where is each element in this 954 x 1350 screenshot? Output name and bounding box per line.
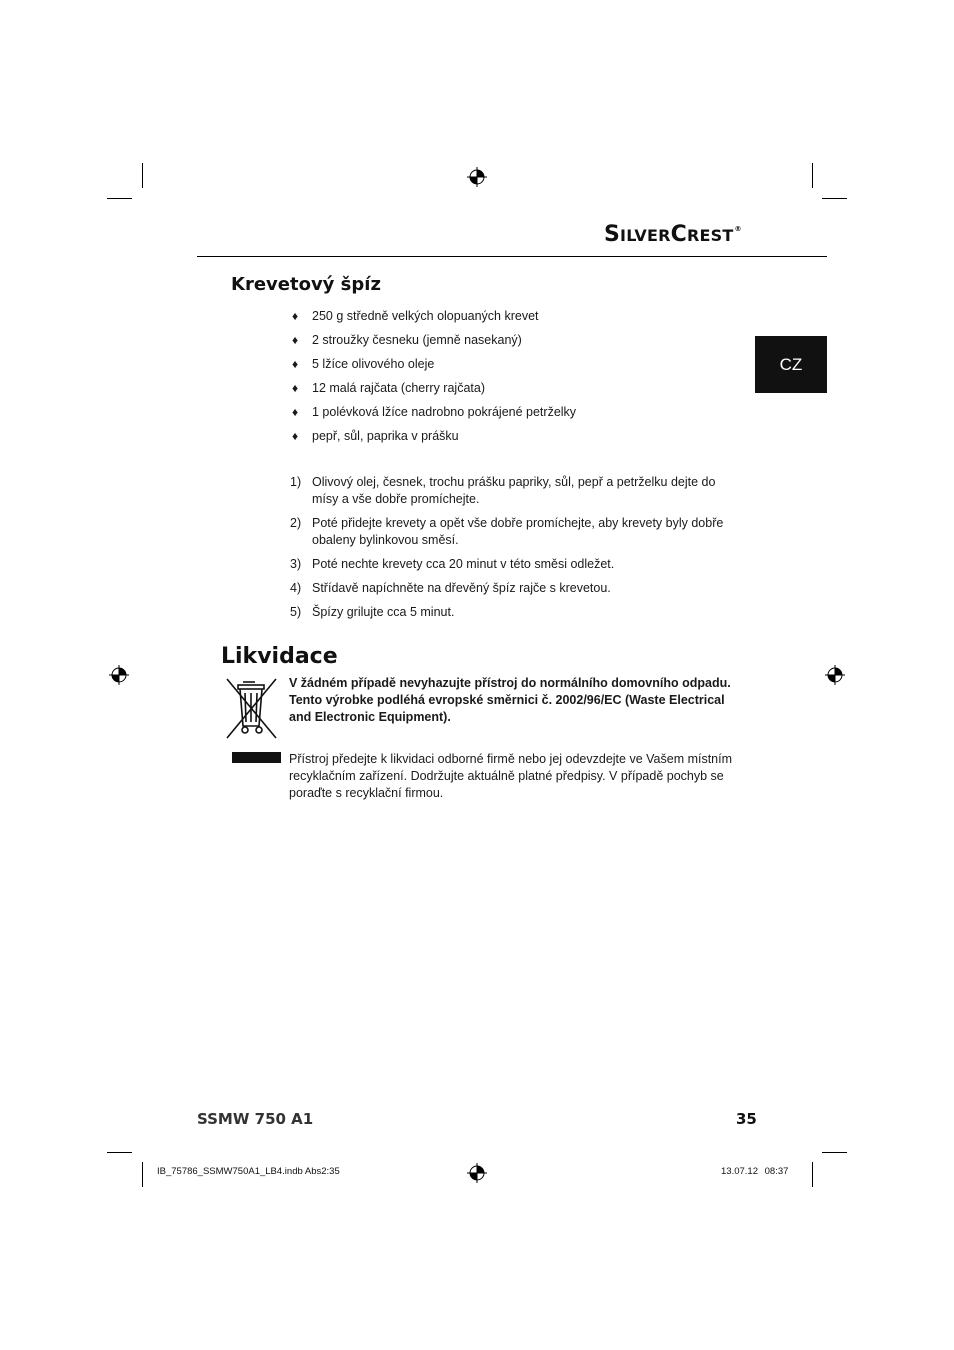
step-text: Olivový olej, česnek, trochu prášku papriky, sůl, pepř a petrželku dejte do mísy a vše dobře promíchejte. — [312, 475, 716, 506]
registration-mark-icon — [467, 167, 487, 187]
list-item — [290, 604, 730, 621]
step-number: 5) — [290, 605, 302, 619]
brand-letters: ILVER — [620, 226, 671, 245]
registered-mark: ® — [734, 224, 742, 233]
print-slug-date: 13.07.12 08:37 — [721, 1166, 789, 1177]
crop-mark-bottom-left-horizontal — [107, 1152, 132, 1153]
ingredient-text: 5 lžíce olivového oleje — [312, 357, 435, 371]
ingredient-text: 1 polévková lžíce nadrobno pokrájené petrželky — [312, 405, 577, 419]
list-item — [290, 556, 730, 573]
step-number: 2) — [290, 516, 302, 530]
step-text: Špízy grilujte cca 5 minut. — [312, 605, 455, 619]
header-divider — [197, 256, 827, 257]
list-item — [290, 426, 576, 450]
diamond-bullet-icon: ♦ — [292, 309, 299, 323]
ingredient-text: 12 malá rajčata (cherry rajčata) — [312, 381, 485, 395]
section-title: Likvidace — [221, 644, 338, 669]
recipe-title: Krevetový špíz — [231, 274, 381, 295]
language-tab — [755, 336, 827, 393]
brand-letter: C — [670, 222, 687, 247]
crop-mark-bottom-right-horizontal — [822, 1152, 847, 1153]
ingredient-text: 2 stroužky česneku (jemně nasekaný) — [312, 333, 522, 347]
step-text: Poté přidejte krevety a opět vše dobře promíchejte, aby krevety byly dobře obaleny bylinkovou směsí. — [312, 516, 724, 547]
list-item — [290, 474, 730, 508]
step-list — [290, 474, 730, 628]
language-tab-label: CZ — [779, 354, 803, 374]
registration-mark-icon — [467, 1163, 487, 1183]
diamond-bullet-icon: ♦ — [292, 357, 299, 371]
list-item — [290, 580, 730, 597]
crop-mark-bottom-left-vertical — [142, 1162, 143, 1187]
ingredient-text: pepř, sůl, paprika v prášku — [312, 429, 459, 443]
brand-letter: S — [604, 222, 621, 247]
brand-letters: REST — [686, 226, 734, 245]
brand-logo — [604, 222, 742, 247]
crossed-out-wheelie-bin-icon — [224, 676, 282, 742]
crop-mark-top-right-vertical — [812, 163, 813, 188]
ingredient-list — [290, 306, 576, 450]
list-item — [290, 354, 576, 378]
step-text: Střídavě napíchněte na dřevěný špíz rajče s krevetou. — [312, 581, 611, 595]
warning-text: V žádném případě nevyhazujte přístroj do normálního domovního odpadu. — [289, 676, 731, 690]
step-text: Poté nechte krevety cca 20 minut v této směsi odležet. — [312, 557, 615, 571]
disposal-warning — [289, 675, 739, 726]
step-number: 1) — [290, 475, 302, 489]
disposal-info — [289, 751, 739, 802]
crop-mark-bottom-right-vertical — [812, 1162, 813, 1187]
diamond-bullet-icon: ♦ — [292, 429, 299, 443]
step-number: 3) — [290, 557, 302, 571]
list-item — [290, 515, 730, 549]
directive-text: Tento výrobke podléhá evropské směrnici č. 2002/96/EC (Waste Electrical and Electronic Equipment). — [289, 693, 725, 724]
list-item — [290, 402, 576, 426]
step-number: 4) — [290, 581, 302, 595]
diamond-bullet-icon: ♦ — [292, 405, 299, 419]
print-slug-file: IB_75786_SSMW750A1_LB4.indb Abs2:35 — [157, 1166, 340, 1177]
list-item — [290, 306, 576, 330]
crop-mark-top-left-vertical — [142, 163, 143, 188]
page-number: 35 — [736, 1110, 757, 1128]
crop-mark-top-right-horizontal — [822, 198, 847, 199]
list-item — [290, 378, 576, 402]
diamond-bullet-icon: ♦ — [292, 333, 299, 347]
diamond-bullet-icon: ♦ — [292, 381, 299, 395]
registration-mark-icon — [109, 665, 129, 685]
info-text: Přístroj předejte k likvidaci odborné firmě nebo jej odevzdejte ve Vašem místním recyklačním zařízení. Dodržujte aktuálně platné předpisy. V případě pochyb se poraďte s recyklační firmou. — [289, 752, 733, 800]
list-item — [290, 330, 576, 354]
ingredient-text: 250 g středně velkých olopuaných krevet — [312, 309, 539, 323]
model-number: SSMW 750 A1 — [197, 1110, 314, 1128]
crop-mark-top-left-horizontal — [107, 198, 132, 199]
bin-underline-bar — [232, 752, 281, 763]
registration-mark-icon — [825, 665, 845, 685]
